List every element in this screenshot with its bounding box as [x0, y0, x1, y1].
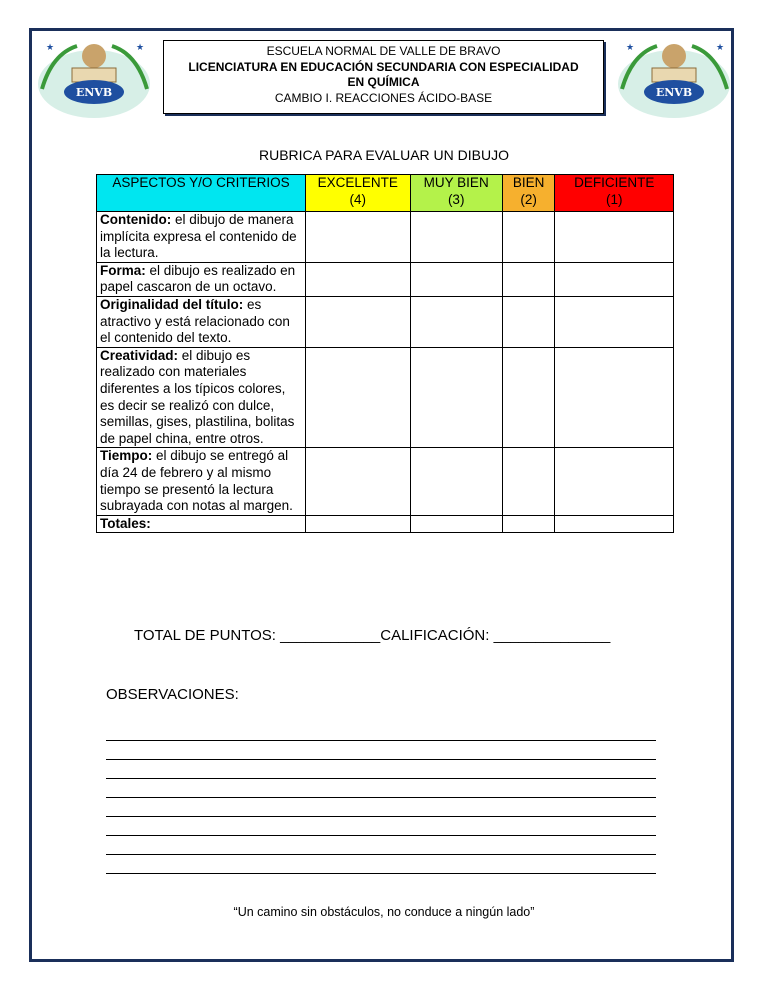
degree-line-2: EN QUÍMICA: [347, 75, 420, 89]
criterion-text: el dibujo de manera implícita expresa el contenido de la lectura.: [100, 212, 297, 261]
criterion-text: el dibujo es realizado en papel cascaron de un octavo.: [100, 262, 296, 295]
observation-line[interactable]: [106, 817, 656, 836]
score-cell[interactable]: [555, 212, 674, 263]
criterion-text: es atractivo y está relacionado con el contenido del texto.: [100, 296, 290, 346]
logo-text: ENVB: [655, 86, 693, 99]
criterion-text: el dibujo es realizado con materiales diferentes a los típicos colores, es decir se realizó con dulce, semillas, gises, plastilina, bolitas de papel china, entre otros.: [100, 347, 295, 446]
criterion-title: Creatividad:: [100, 347, 179, 363]
score-cell[interactable]: [410, 448, 502, 515]
table-row: [97, 212, 674, 263]
score-cell[interactable]: [502, 448, 555, 515]
level-label: BIEN: [512, 175, 545, 190]
criterion-title: Tiempo:: [100, 448, 153, 464]
header-box: [163, 40, 604, 114]
score-cell[interactable]: [305, 448, 410, 515]
level-score: (1): [605, 191, 623, 207]
table-header-row: [97, 175, 674, 212]
svg-text:★: ★: [136, 42, 145, 52]
level-excelente-header: [305, 175, 410, 212]
score-cell[interactable]: [555, 262, 674, 296]
observation-line[interactable]: [106, 779, 656, 798]
score-cell[interactable]: [502, 296, 555, 347]
criterion-title: Originalidad del título:: [100, 296, 244, 312]
total-cell[interactable]: [555, 515, 674, 533]
svg-text:★: ★: [46, 42, 55, 52]
level-score: (3): [447, 191, 465, 207]
total-cell[interactable]: [410, 515, 502, 533]
table-row: [97, 347, 674, 448]
logo-text: ENVB: [75, 86, 113, 99]
score-cell[interactable]: [555, 448, 674, 515]
criterion-cell: [97, 212, 306, 263]
score-cell[interactable]: [305, 296, 410, 347]
school-logo-right: [612, 34, 737, 122]
total-cell[interactable]: [305, 515, 410, 533]
level-label: DEFICIENTE: [574, 175, 655, 190]
score-cell[interactable]: [305, 212, 410, 263]
criterion-title: Totales:: [100, 515, 151, 531]
level-muy-bien-header: [410, 175, 502, 212]
score-cell[interactable]: [410, 262, 502, 296]
table-row: [97, 296, 674, 347]
score-cell[interactable]: [555, 347, 674, 448]
criterion-cell: [97, 262, 306, 296]
level-label: EXCELENTE: [317, 175, 398, 190]
total-points-line[interactable]: TOTAL DE PUNTOS: ____________CALIFICACIÓN: ______________: [134, 627, 611, 644]
totals-row: [97, 515, 674, 533]
course-name: CAMBIO I. REACCIONES ÁCIDO-BASE: [274, 90, 493, 105]
observations-lines[interactable]: [106, 722, 656, 874]
criterion-cell: [97, 448, 306, 515]
criterion-cell: [97, 347, 306, 448]
score-cell[interactable]: [410, 212, 502, 263]
level-bien-header: [502, 175, 555, 212]
total-cell[interactable]: [502, 515, 555, 533]
table-row: [97, 448, 674, 515]
school-name: ESCUELA NORMAL DE VALLE DE BRAVO: [266, 44, 501, 58]
score-cell[interactable]: [410, 296, 502, 347]
score-cell[interactable]: [502, 212, 555, 263]
criterion-title: Contenido:: [100, 212, 172, 227]
score-cell[interactable]: [305, 347, 410, 448]
score-cell[interactable]: [502, 347, 555, 448]
criterion-title: Forma:: [100, 262, 146, 278]
level-score: (2): [520, 191, 537, 207]
observation-line[interactable]: [106, 855, 656, 874]
observation-line[interactable]: [106, 722, 656, 741]
criterion-cell: [97, 515, 306, 533]
observation-line[interactable]: [106, 836, 656, 855]
level-score: (4): [349, 191, 367, 207]
rubric-table: [96, 174, 674, 533]
rubric-title: RUBRICA PARA EVALUAR UN DIBUJO: [259, 147, 509, 163]
score-cell[interactable]: [305, 262, 410, 296]
degree-line-1: LICENCIATURA EN EDUCACIÓN SECUNDARIA CON ESPECIALIDAD: [188, 59, 579, 74]
criterion-text: el dibujo se entregó al día 24 de febrero y al mismo tiempo se presentó la lectura subrayada con notas al margen.: [100, 448, 293, 514]
observation-line[interactable]: [106, 741, 656, 760]
svg-text:★: ★: [626, 42, 635, 52]
observation-line[interactable]: [106, 760, 656, 779]
footer-quote: “Un camino sin obstáculos, no conduce a ningún lado”: [233, 905, 535, 919]
score-cell[interactable]: [555, 296, 674, 347]
observation-line[interactable]: [106, 798, 656, 817]
score-cell[interactable]: [502, 262, 555, 296]
table-row: [97, 262, 674, 296]
criterion-cell: [97, 296, 306, 347]
score-cell[interactable]: [410, 347, 502, 448]
criteria-header: ASPECTOS Y/O CRITERIOS: [97, 175, 306, 212]
observations-title: OBSERVACIONES:: [106, 686, 239, 703]
level-label: MUY BIEN: [423, 175, 489, 190]
svg-text:★: ★: [716, 42, 725, 52]
school-logo-left: [32, 34, 157, 122]
level-deficiente-header: [555, 175, 674, 212]
